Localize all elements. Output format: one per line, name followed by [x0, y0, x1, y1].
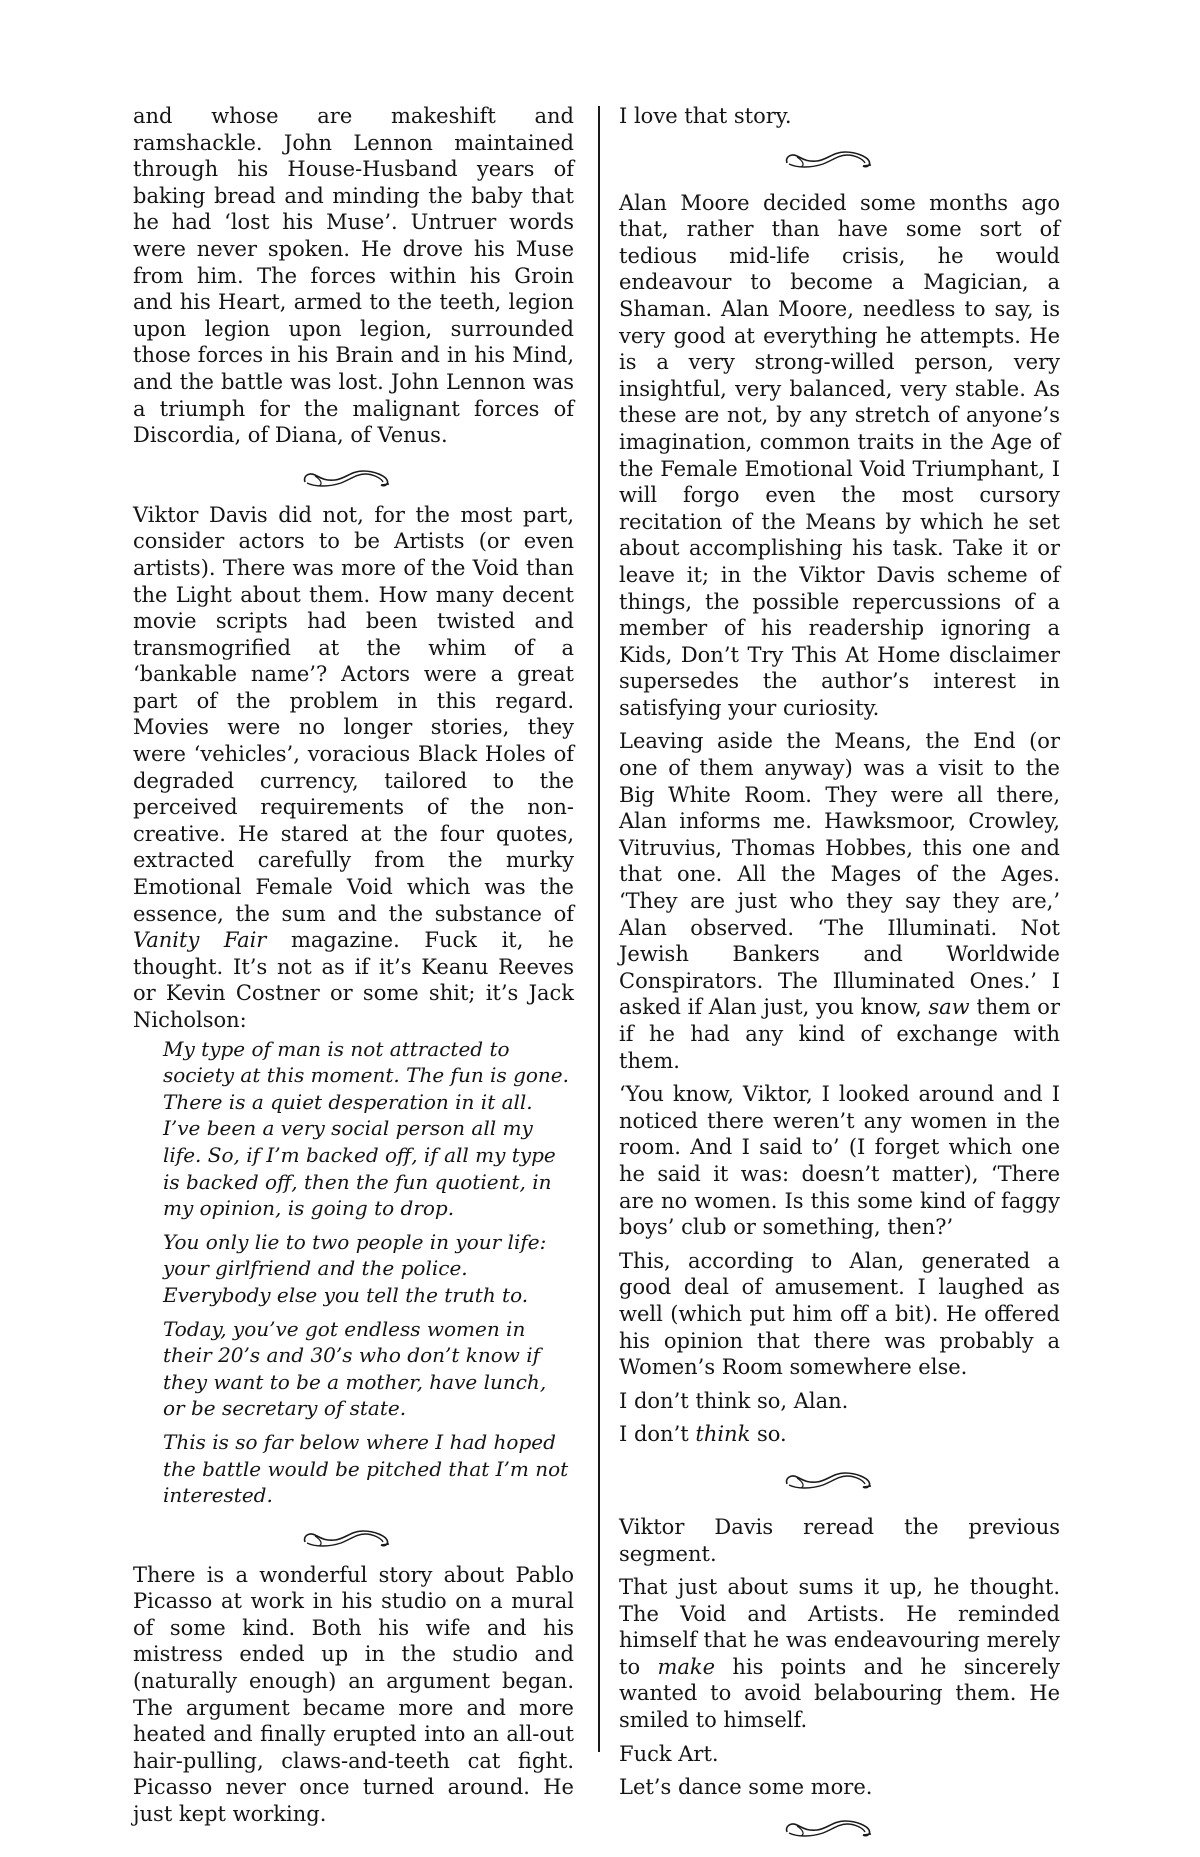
- section-break: [619, 130, 1060, 190]
- paragraph-love-story: I love that story.: [619, 104, 792, 128]
- left-column: [133, 103, 574, 1835]
- quote-4: This is so far below where I had hoped the battle would be pitched that I’m not interested.: [163, 1429, 569, 1508]
- paragraph-actors: [133, 502, 574, 1034]
- nicholson-quotes: [163, 1036, 574, 1509]
- paragraph-sums-it-up-text-end: his points and he sincerely wanted to avoid belabouring them. He smiled to himself.: [619, 1654, 1060, 1733]
- line-dont-think: [619, 1421, 1060, 1448]
- paragraph-sums-it-up-text: That just about sums it up, he thought. The Void and Artists. He reminded himself that he was endeavouring merely to: [619, 1575, 1060, 1679]
- quote-2: You only lie to two people in your life: your girlfriend and the police. Everybody else you tell the truth to.: [163, 1229, 547, 1307]
- quote-1: My type of man is not attracted to society at this moment. The fun is gone. There is a quiet desperation in it all. I’ve been a very social person all my life. So, if I’m backed off, if all my type is backed off, then the fun quotient, in my opinion, is going to drop.: [163, 1036, 569, 1221]
- line-dont-think-text-end: so.: [750, 1422, 787, 1447]
- paragraph-no-women: ‘You know, Viktor, I looked around and I noticed there weren’t any women in the room. And I said to’ (I forget which one he said it was: doesn’t matter), ‘There are no women. Is this some kind of faggy boys’ club or something, then?’: [619, 1082, 1060, 1240]
- paragraph-amusement: This, according to Alan, generated a good deal of amusement. I laughed as well (which put him off a bit). He offered his opinion that there was probably a Women’s Room somewhere else.: [619, 1248, 1060, 1380]
- paragraph-actors-text-end: magazine. Fuck it, he thought. It’s not as if it’s Keanu Reeves or Kevin Costner or some shit; it’s Jack Nicholson:: [133, 928, 574, 1032]
- paragraph-lennon: and whose are makeshift and ramshackle. John Lennon maintained through his House-Husband years of baking bread and minding the baby that he had ‘lost his Muse’. Untruer words were never spoken. He drove his Muse from him. The forces within his Groin and his Heart, armed to the teeth, legion upon legion upon legion, surrounded those forces in his Brain and in his Mind, and the battle was lost. John Lennon was a triumph for the malignant forces of Discordia, of Diana, of Venus.: [133, 104, 574, 448]
- emphasis-think: think: [695, 1422, 751, 1447]
- flourish-ornament-icon: [783, 149, 875, 171]
- paragraph-picasso: There is a wonderful story about Pablo Picasso at work in his studio on a mural of some kind. Both his wife and his mistress ended up in the studio and (naturally enough) an argument began. The argument became more and more heated and finally erupted into an all-out hair-pulling, claws-and-teeth cat fight. Picasso never once turned around. He just kept working.: [133, 1562, 574, 1827]
- emphasis-saw: saw: [928, 995, 970, 1020]
- paragraph-sums-it-up: [619, 1574, 1060, 1734]
- quote-3: Today, you’ve got endless women in their 20’s and 30’s who don’t know if they want to be a mother, have lunch, or be secretary of state.: [163, 1316, 547, 1421]
- line-dont-think-text: I don’t: [619, 1422, 696, 1447]
- section-break: [619, 1801, 1060, 1857]
- flourish-ornament-icon: [783, 1470, 875, 1492]
- magazine-title: Vanity Fair: [133, 928, 267, 953]
- line-fuck-art: Fuck Art.: [619, 1741, 719, 1766]
- section-break: [133, 1516, 574, 1562]
- flourish-ornament-icon: [301, 1528, 393, 1550]
- section-break: [133, 456, 574, 502]
- line-dance: Let’s dance some more.: [619, 1775, 873, 1800]
- paragraph-big-white-room-text: Leaving aside the Means, the End (or one of them anyway) was a visit to the Big White Room. They were all there, Alan informs me. Hawksmoor, Crowley, Vitruvius, Thomas Hobbes, this one and that one. All the Mages of the Ages. ‘They are just who they say they are,’ Alan observed. ‘The Illuminati. Not Jewish Bankers and Worldwide Conspirators. The Illuminated Ones.’ I asked if Alan just, you know,: [619, 729, 1060, 1020]
- paragraph-reread: Viktor Davis reread the previous segment.: [619, 1514, 1060, 1566]
- right-column: [619, 103, 1060, 1857]
- paragraph-big-white-room: [619, 728, 1060, 1074]
- emphasis-make: make: [657, 1654, 716, 1679]
- flourish-ornament-icon: [301, 468, 393, 490]
- flourish-ornament-icon: [783, 1818, 875, 1840]
- paragraph-actors-text: Viktor Davis did not, for the most part, consider actors to be Artists (or even artists). There was more of the Void than the Light about them. How many decent movie scripts had been twisted and transmogrified at the whim of a ‘bankable name’? Actors were a great part of the problem in this regard. Movies were no longer stories, they were ‘vehicles’, voracious Black Holes of degraded currency, tailored to the perceived requirements of the non-creative. He stared at the four quotes, extracted carefully from the murky Emotional Female Void which was the essence, the sum and the substance of: [133, 502, 574, 926]
- paragraph-big-white-room-text-end: them or if he had any kind of exchange with them.: [619, 995, 1060, 1073]
- section-break: [619, 1448, 1060, 1514]
- paragraph-alan-moore: Alan Moore decided some months ago that, rather than have some sort of tedious mid-life crisis, he would endeavour to become a Magician, a Shaman. Alan Moore, needless to say, is very good at everything he attempts. He is a very strong-willed person, very insightful, very balanced, very stable. As these are not, by any stretch of anyone’s imagination, common traits in the Age of the Female Emotional Void Triumphant, I will forgo even the most cursory recitation of the Means by which he set about accomplishing his task. Take it or leave it; in the Viktor Davis scheme of things, the possible repercussions of a member of his readership ignoring a Kids, Don’t Try This At Home disclaimer supersedes the author’s interest in satisfying your curiosity.: [619, 190, 1060, 720]
- line-dont-think-so: I don’t think so, Alan.: [619, 1388, 849, 1413]
- column-divider: [598, 106, 600, 1752]
